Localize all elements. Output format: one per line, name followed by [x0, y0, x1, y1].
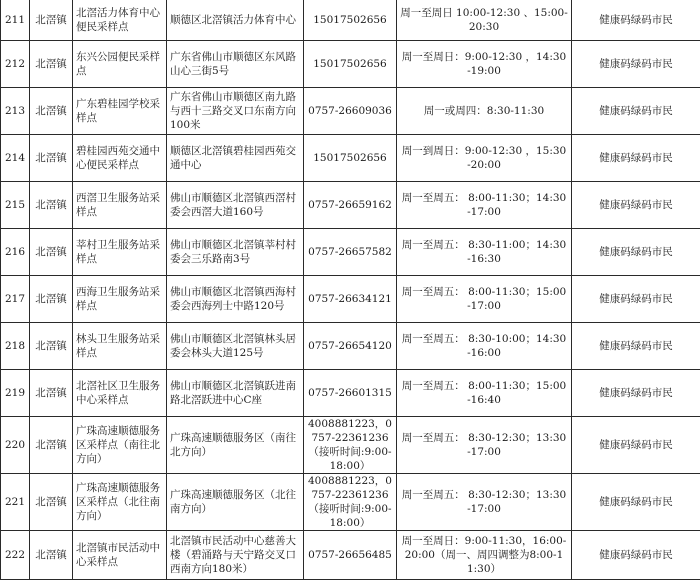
town-cell: 北滘镇 — [30, 0, 73, 41]
table-row — [1, 229, 700, 276]
site-name-cell: 广东碧桂园学校采样点 — [73, 88, 167, 135]
town-cell: 北滘镇 — [30, 323, 73, 370]
site-name-cell: 北滘镇市民活动中心采样点 — [73, 531, 167, 580]
row-number: 213 — [1, 88, 30, 135]
address-cell: 广东省佛山市顺德区南九路与西十三路交叉口东南方向100米 — [167, 88, 304, 135]
site-name-cell: 西海卫生服务站采样点 — [73, 276, 167, 323]
requirement-cell: 健康码绿码市民 — [572, 41, 700, 88]
phone-cell: 0757-26601315 — [304, 370, 397, 417]
town-cell: 北滘镇 — [30, 417, 73, 474]
site-name-cell: 东兴公园便民采样点 — [73, 41, 167, 88]
hours-cell: 周一至周五： 8:30-12:30；13:30-17:00 — [397, 474, 572, 531]
address-cell: 佛山市顺德区北滘镇西海村委会西海列士中路120号 — [167, 276, 304, 323]
row-number: 211 — [1, 0, 30, 41]
requirement-cell: 健康码绿码市民 — [572, 229, 700, 276]
address-cell: 佛山市顺德区北滘镇跃进南路北滘跃进中心C座 — [167, 370, 304, 417]
table-row — [1, 531, 700, 580]
address-cell: 佛山市顺德区北滘镇莘村村委会三乐路南3号 — [167, 229, 304, 276]
table-row — [1, 41, 700, 88]
phone-cell: 0757-26659162 — [304, 182, 397, 229]
hours-cell: 周一至周五： 8:00-11:30；15:00-17:00 — [397, 276, 572, 323]
address-cell: 广珠高速顺德服务区（南往北方向） — [167, 417, 304, 474]
site-name-cell: 北滘活力体育中心便民采样点 — [73, 0, 167, 41]
requirement-cell: 健康码绿码市民 — [572, 135, 700, 182]
row-number: 221 — [1, 474, 30, 531]
address-cell: 广珠高速顺德服务区（北往南方向） — [167, 474, 304, 531]
site-name-cell: 北滘社区卫生服务中心采样点 — [73, 370, 167, 417]
site-name-cell: 碧桂园西苑交通中心便民采样点 — [73, 135, 167, 182]
requirement-cell: 健康码绿码市民 — [572, 323, 700, 370]
phone-cell: 4008881223，0757-22361236（接听时间:9:00-18:00） — [304, 417, 397, 474]
hours-cell: 周一至周日 10:00-12:30 、15:00-20:30 — [397, 0, 572, 41]
table-row — [1, 88, 700, 135]
row-number: 218 — [1, 323, 30, 370]
site-name-cell: 西滘卫生服务站采样点 — [73, 182, 167, 229]
phone-cell: 15017502656 — [304, 135, 397, 182]
site-name-cell: 广珠高速顺德服务区采样点（北往南方向） — [73, 474, 167, 531]
hours-cell: 周一或周四：8:30-11:30 — [397, 88, 572, 135]
address-cell: 广东省佛山市顺德区东风路山心三街5号 — [167, 41, 304, 88]
row-number: 212 — [1, 41, 30, 88]
phone-cell: 15017502656 — [304, 41, 397, 88]
phone-cell: 15017502656 — [304, 0, 397, 41]
hours-cell: 周一至周日：9:00-12:30 ，14:30-19:00 — [397, 41, 572, 88]
table-row — [1, 417, 700, 474]
row-number: 219 — [1, 370, 30, 417]
town-cell: 北滘镇 — [30, 474, 73, 531]
table-row — [1, 323, 700, 370]
phone-cell: 4008881223，0757-22361236（接听时间:9:00-18:00） — [304, 474, 397, 531]
site-name-cell: 广珠高速顺德服务区采样点（南往北方向） — [73, 417, 167, 474]
phone-cell: 0757-26609036 — [304, 88, 397, 135]
requirement-cell: 健康码绿码市民 — [572, 276, 700, 323]
phone-cell: 0757-26634121 — [304, 276, 397, 323]
table-row — [1, 276, 700, 323]
hours-cell: 周一至周五： 8:00-11:30；14:30-17:00 — [397, 182, 572, 229]
address-cell: 佛山市顺德区北滘镇西滘村委会西滘大道160号 — [167, 182, 304, 229]
requirement-cell: 健康码绿码市民 — [572, 370, 700, 417]
address-cell: 佛山市顺德区北滘镇林头居委会林头大道125号 — [167, 323, 304, 370]
table-row — [1, 474, 700, 531]
site-name-cell: 林头卫生服务站采样点 — [73, 323, 167, 370]
address-cell: 顺德区北滘镇活力体育中心 — [167, 0, 304, 41]
row-number: 214 — [1, 135, 30, 182]
phone-cell: 0757-26654120 — [304, 323, 397, 370]
requirement-cell: 健康码绿码市民 — [572, 531, 700, 580]
table-row — [1, 0, 700, 41]
phone-cell: 0757-26656485 — [304, 531, 397, 580]
town-cell: 北滘镇 — [30, 41, 73, 88]
row-number: 216 — [1, 229, 30, 276]
row-number: 222 — [1, 531, 30, 580]
town-cell: 北滘镇 — [30, 135, 73, 182]
requirement-cell: 健康码绿码市民 — [572, 88, 700, 135]
table-row — [1, 182, 700, 229]
row-number: 217 — [1, 276, 30, 323]
town-cell: 北滘镇 — [30, 531, 73, 580]
town-cell: 北滘镇 — [30, 229, 73, 276]
site-name-cell: 莘村卫生服务站采样点 — [73, 229, 167, 276]
requirement-cell: 健康码绿码市民 — [572, 0, 700, 41]
address-cell: 北滘镇市民活动中心慈善大楼（碧涌路与天宁路交叉口西南方向180米） — [167, 531, 304, 580]
row-number: 220 — [1, 417, 30, 474]
hours-cell: 周一至周五： 8:30-11:00；14:30-16:30 — [397, 229, 572, 276]
hours-cell: 周一至周五： 8:30-10:00；14:30-16:00 — [397, 323, 572, 370]
requirement-cell: 健康码绿码市民 — [572, 417, 700, 474]
town-cell: 北滘镇 — [30, 182, 73, 229]
town-cell: 北滘镇 — [30, 88, 73, 135]
town-cell: 北滘镇 — [30, 370, 73, 417]
requirement-cell: 健康码绿码市民 — [572, 182, 700, 229]
row-number: 215 — [1, 182, 30, 229]
hours-cell: 周一至周日：9:00-11:30，16:00-20:00（周一、周四调整为8:00-11:30） — [397, 531, 572, 580]
requirement-cell: 健康码绿码市民 — [572, 474, 700, 531]
phone-cell: 0757-26657582 — [304, 229, 397, 276]
table-row — [1, 370, 700, 417]
town-cell: 北滘镇 — [30, 276, 73, 323]
hours-cell: 周一至周五： 8:00-11:30；15:00-16:40 — [397, 370, 572, 417]
table-row — [1, 135, 700, 182]
address-cell: 顺德区北滘镇碧桂园西苑交通中心 — [167, 135, 304, 182]
hours-cell: 周一至周五： 8:30-12:30；13:30-17:00 — [397, 417, 572, 474]
hours-cell: 周一到周日：9:00-12:30 ，15:30-20:00 — [397, 135, 572, 182]
